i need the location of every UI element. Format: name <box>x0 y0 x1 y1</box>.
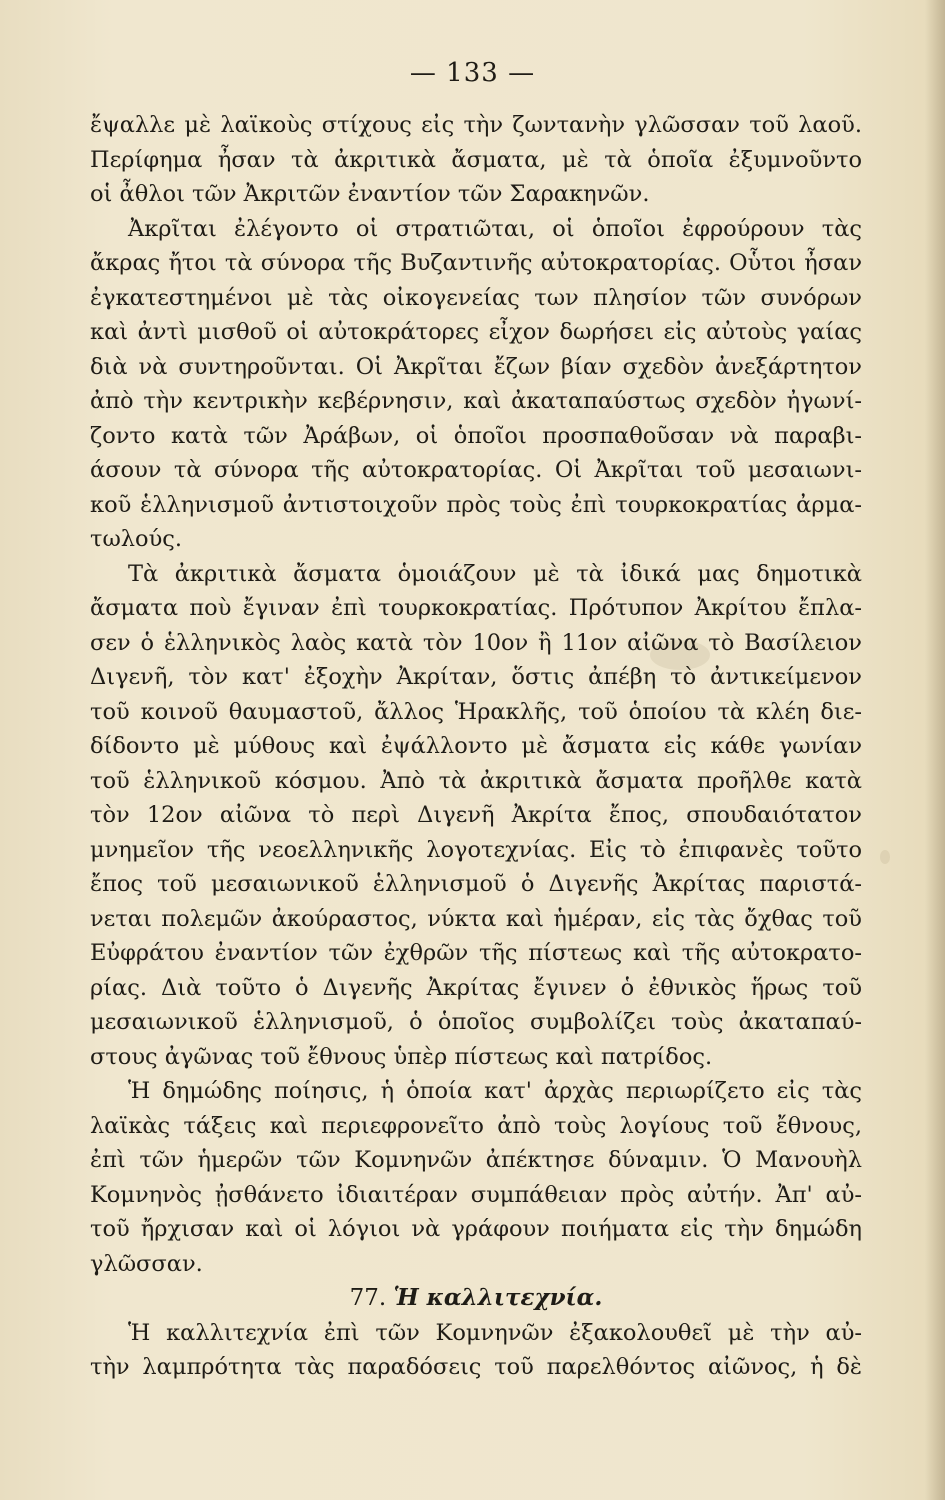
text-line: Ἀκρῖται ἐλέγοντο οἱ στρατιῶται, οἱ ὁποῖοι ἐφρούρουν τὰς <box>128 215 862 242</box>
page-edge-shadow <box>925 0 945 1500</box>
paper-stain <box>880 850 890 864</box>
text-line: ἔπος τοῦ μεσαιωνικοῦ ἑλληνισμοῦ ὁ Διγενῆς Ἀκρίτας παριστά- <box>90 871 862 897</box>
text-line: Ἡ καλλιτεχνία ἐπὶ τῶν Κομνηνῶν ἐξακολουθεῖ μὲ τὴν αὐ- <box>128 1319 862 1346</box>
section-title: Ἡ καλλιτεχνία. <box>393 1284 603 1311</box>
text-line: άσουν τὰ σύνορα τῆς αὐτοκρατορίας. Οἱ Ἀκρῖται τοῦ μεσαιωνι- <box>90 457 862 483</box>
text-line: Περίφημα ἦσαν τὰ ἀκριτικὰ ἄσματα, μὲ τὰ ὁποῖα ἐξυμνοῦντο <box>90 146 862 173</box>
text-line: ἐπὶ τῶν ἡμερῶν τῶν Κομνηνῶν ἀπέκτησε δύναμιν. Ὁ Μανουὴλ <box>90 1147 862 1173</box>
text-line: μεσαιωνικοῦ ἑλληνισμοῦ, ὁ ὁποῖος συμβολίζει τοὺς ἀκαταπαύ- <box>90 1009 862 1035</box>
text-line: διὰ νὰ συντηροῦνται. Οἱ Ἀκρῖται ἔζων βίαν σχεδὸν ἀνεξάρτητον <box>90 353 862 380</box>
text-line: ἄκρας ἤτοι τὰ σύνορα τῆς Βυζαντινῆς αὐτοκρατορίας. Οὗτοι ἦσαν <box>90 250 862 276</box>
text-line: τοῦ κοινοῦ θαυμαστοῦ, ἄλλος Ἡρακλῆς, τοῦ ὁποίου τὰ κλέη διε- <box>90 698 862 725</box>
text-line: ἐγκατεστημένοι μὲ τὰς οἰκογενείας των πλησίον τῶν συνόρων <box>90 284 862 311</box>
text-line: γλῶσσαν. <box>90 1250 203 1277</box>
section-number: 77. <box>349 1285 387 1311</box>
text-line: οἱ ἆθλοι τῶν Ἀκριτῶν ἐναντίον τῶν Σαρακηνῶν. <box>90 181 650 207</box>
page-number: — 133 — <box>409 58 536 88</box>
text-line: μνημεῖον τῆς νεοελληνικῆς λογοτεχνίας. Εἰς τὸ ἐπιφανὲς τοῦτο <box>90 836 862 863</box>
text-line: Ἡ δημώδης ποίησις, ἡ ὁποία κατ' ἀρχὰς περιωρίζετο εἰς τὰς <box>128 1078 862 1104</box>
text-line: ἔψαλλε μὲ λαϊκοὺς στίχους εἰς τὴν ζωντανὴν γλῶσσαν τοῦ λαοῦ. <box>90 112 862 138</box>
text-line: ρίας. Διὰ τοῦτο ὁ Διγενῆς Ἀκρίτας ἔγινεν ὁ ἐθνικὸς ἥρως τοῦ <box>90 974 862 1001</box>
text-line: τωλούς. <box>90 526 183 552</box>
text-line: τοῦ ἑλληνικοῦ κόσμου. Ἀπὸ τὰ ἀκριτικὰ ἄσματα προῆλθε κατὰ <box>90 767 862 794</box>
text-line: σεν ὁ ἑλληνικὸς λαὸς κατὰ τὸν 10ον ἢ 11ον αἰῶνα τὸ Βασίλειον <box>90 629 862 656</box>
body-text <box>90 108 862 1385</box>
text-line: καὶ ἀντὶ μισθοῦ οἱ αὐτοκράτορες εἶχον δωρήσει εἰς αὐτοὺς γαίας <box>90 319 862 345</box>
text-line: τοῦ ἤρχισαν καὶ οἱ λόγιοι νὰ γράφουν ποιήματα εἰς τὴν δημώδη <box>90 1216 862 1242</box>
text-line: Εὐφράτου ἐναντίον τῶν ἐχθρῶν τῆς πίστεως καὶ τῆς αὐτοκρατο- <box>90 940 862 966</box>
text-line: ζοντο κατὰ τῶν Ἀράβων, οἱ ὁποῖοι προσπαθοῦσαν νὰ παραβι- <box>90 422 862 449</box>
text-line: λαϊκὰς τάξεις καὶ περιεφρονεῖτο ἀπὸ τοὺς λογίους τοῦ ἔθνους, <box>90 1112 862 1139</box>
text-line: ἄσματα ποὺ ἔγιναν ἐπὶ τουρκοκρατίας. Πρότυπον Ἀκρίτου ἔπλα- <box>90 595 862 621</box>
text-line: τὴν λαμπρότητα τὰς παραδόσεις τοῦ παρελθόντος αἰῶνος, ἡ δὲ <box>90 1354 862 1380</box>
text-line: Κομνηνὸς ᾐσθάνετο ἰδιαιτέραν συμπάθειαν πρὸς αὐτήν. Ἀπ' αὐ- <box>90 1181 862 1208</box>
text-line: στους ἀγῶνας τοῦ ἔθνους ὑπὲρ πίστεως καὶ πατρίδος. <box>90 1043 713 1070</box>
text-line: δίδοντο μὲ μύθους καὶ ἐψάλλοντο μὲ ἄσματα εἰς κάθε γωνίαν <box>90 733 862 759</box>
text-line: τὸν 12ον αἰῶνα τὸ περὶ Διγενῆ Ἀκρίτα ἔπος, σπουδαιότατον <box>90 802 862 828</box>
text-line: Τὰ ἀκριτικὰ ἄσματα ὁμοιάζουν μὲ τὰ ἰδικά μας δημοτικὰ <box>128 560 862 587</box>
section-heading <box>90 1281 862 1316</box>
text-line: νεται πολεμῶν ἀκούραστος, νύκτα καὶ ἡμέραν, εἰς τὰς ὄχθας τοῦ <box>90 905 862 932</box>
text-line: ἀπὸ τὴν κεντρικὴν κεβέρνησιν, καὶ ἀκαταπαύστως σχεδὸν ἠγωνί- <box>90 388 862 414</box>
text-line: κοῦ ἑλληνισμοῦ ἀντιστοιχοῦν πρὸς τοὺς ἐπὶ τουρκοκρατίας ἀρμα- <box>90 491 862 518</box>
text-line: Διγενῆ, τὸν κατ' ἐξοχὴν Ἀκρίταν, ὅστις ἀπέβη τὸ ἀντικείμενον <box>90 664 862 690</box>
